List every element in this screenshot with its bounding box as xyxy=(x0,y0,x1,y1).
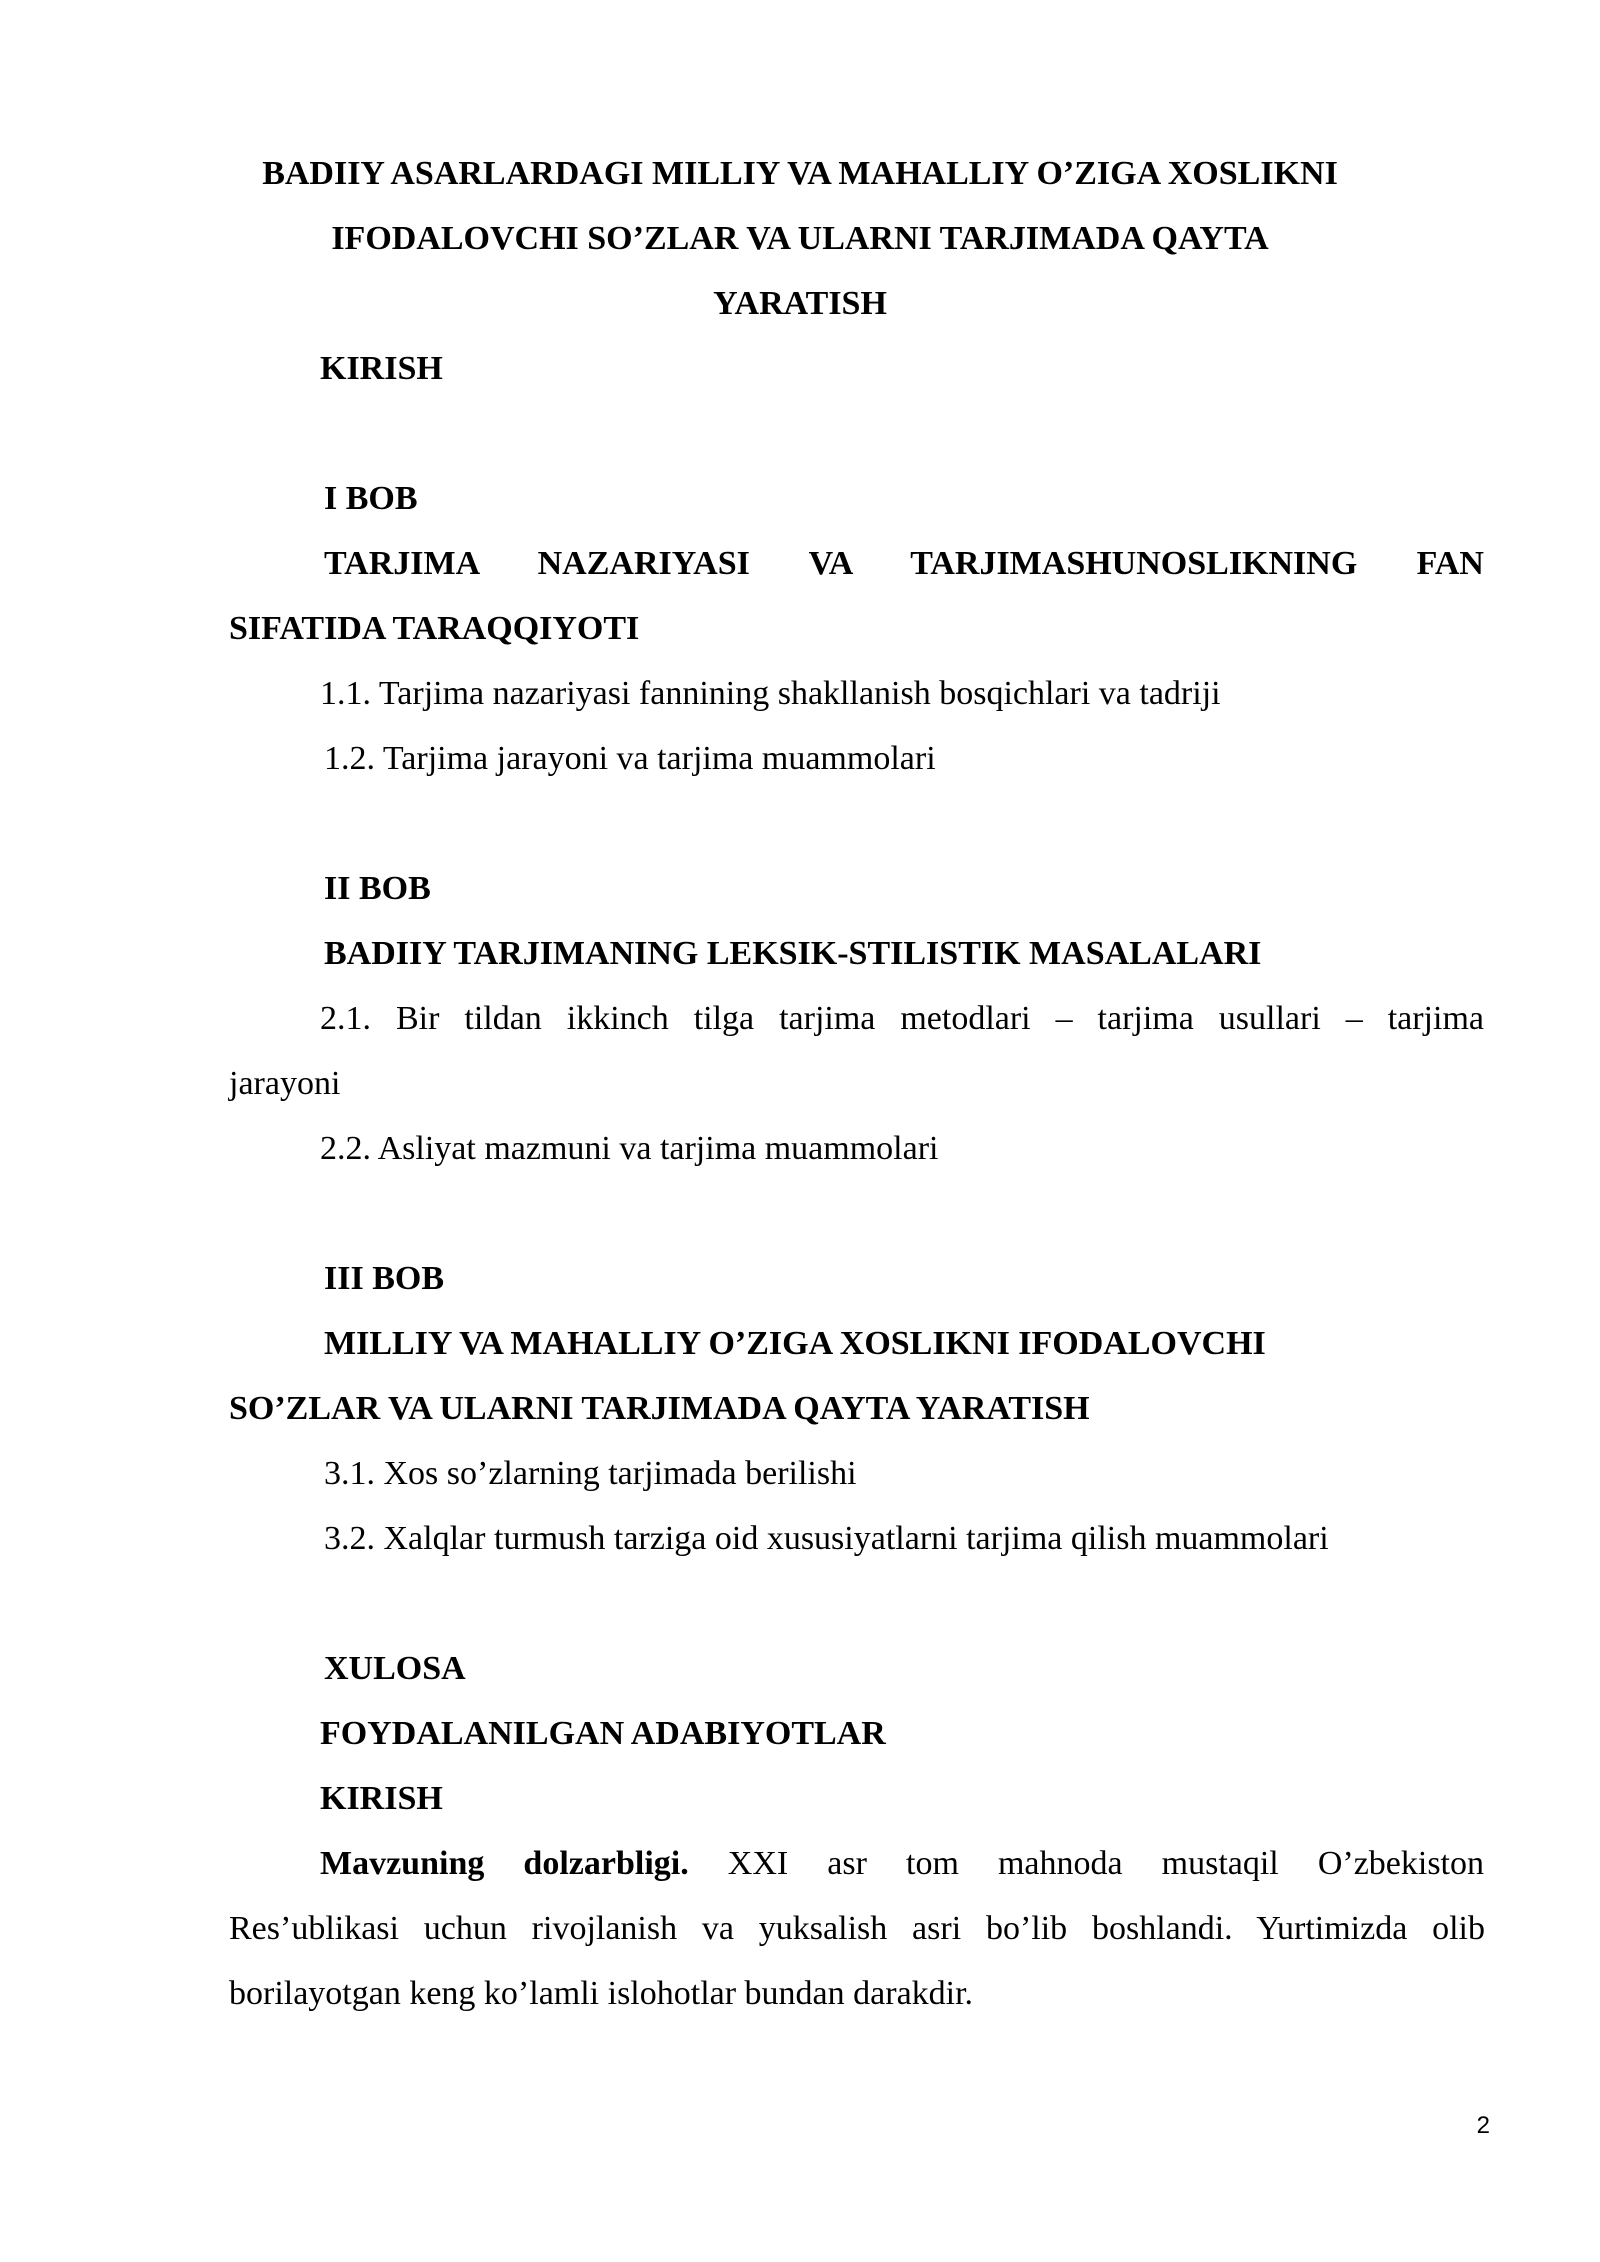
toc-chapter-1-title-line-1: TARJIMA NAZARIYASI VA TARJIMASHUNOSLIKNING FAN xyxy=(324,545,1484,582)
document-title-line-2: IFODALOVCHI SO’ZLAR VA ULARNI TARJIMADA QAYTA xyxy=(331,220,1269,257)
toc-chapter-2-label: II BOB xyxy=(324,870,431,907)
body-heading: KIRISH xyxy=(320,1780,443,1817)
toc-item-1-1: 1.1. Tarjima nazariyasi fannining shakllanish bosqichlari va tadriji xyxy=(320,675,1221,712)
toc-chapter-2-title: BADIIY TARJIMANING LEKSIK-STILISTIK MASALALARI xyxy=(324,935,1262,972)
toc-intro: KIRISH xyxy=(320,350,443,387)
toc-item-2-1-line-1: 2.1. Bir tildan ikkinch tilga tarjima metodlari – tarjima usullari – tarjima xyxy=(320,1000,1484,1037)
toc-item-3-2: 3.2. Xalqlar turmush tarziga oid xususiyatlarni tarjima qilish muammolari xyxy=(324,1520,1329,1557)
toc-conclusion: XULOSA xyxy=(324,1650,466,1687)
body-paragraph-line-2: Res’ublikasi uchun rivojlanish va yuksalish asri bo’lib boshlandi. Yurtimizda olib xyxy=(229,1910,1485,1947)
toc-item-2-1-line-2: jarayoni xyxy=(229,1065,341,1102)
paragraph-lead: Mavzuning dolzarbligi. xyxy=(320,1845,689,1882)
document-title-line-1: BADIIY ASARLARDAGI MILLIY VA MAHALLIY O’ZIGA XOSLIKNI xyxy=(262,155,1338,192)
toc-item-3-1: 3.1. Xos so’zlarning tarjimada berilishi xyxy=(324,1455,857,1492)
toc-chapter-1-title-line-2: SIFATIDA TARAQQIYOTI xyxy=(229,610,640,647)
paragraph-line-1-text: XXI asr tom mahnoda mustaqil O’zbekiston xyxy=(688,1845,1485,1882)
body-paragraph-line-1 xyxy=(320,1844,1484,1884)
body-paragraph-line-3: borilayotgan keng ko’lamli islohotlar bundan darakdir. xyxy=(229,1975,974,2012)
toc-chapter-3-label: III BOB xyxy=(324,1260,444,1297)
toc-references: FOYDALANILGAN ADABIYOTLAR xyxy=(320,1715,886,1752)
toc-chapter-3-title-line-2: SO’ZLAR VA ULARNI TARJIMADA QAYTA YARATISH xyxy=(229,1390,1090,1427)
toc-item-1-2: 1.2. Tarjima jarayoni va tarjima muammolari xyxy=(324,740,936,777)
toc-chapter-3-title-line-1: MILLIY VA MAHALLIY O’ZIGA XOSLIKNI IFODALOVCHI xyxy=(324,1325,1266,1362)
page-number: 2 xyxy=(1476,2112,1490,2139)
toc-item-2-2: 2.2. Asliyat mazmuni va tarjima muammolari xyxy=(320,1130,939,1167)
document-title-line-3: YARATISH xyxy=(713,285,887,322)
toc-chapter-1-label: I BOB xyxy=(324,480,418,517)
